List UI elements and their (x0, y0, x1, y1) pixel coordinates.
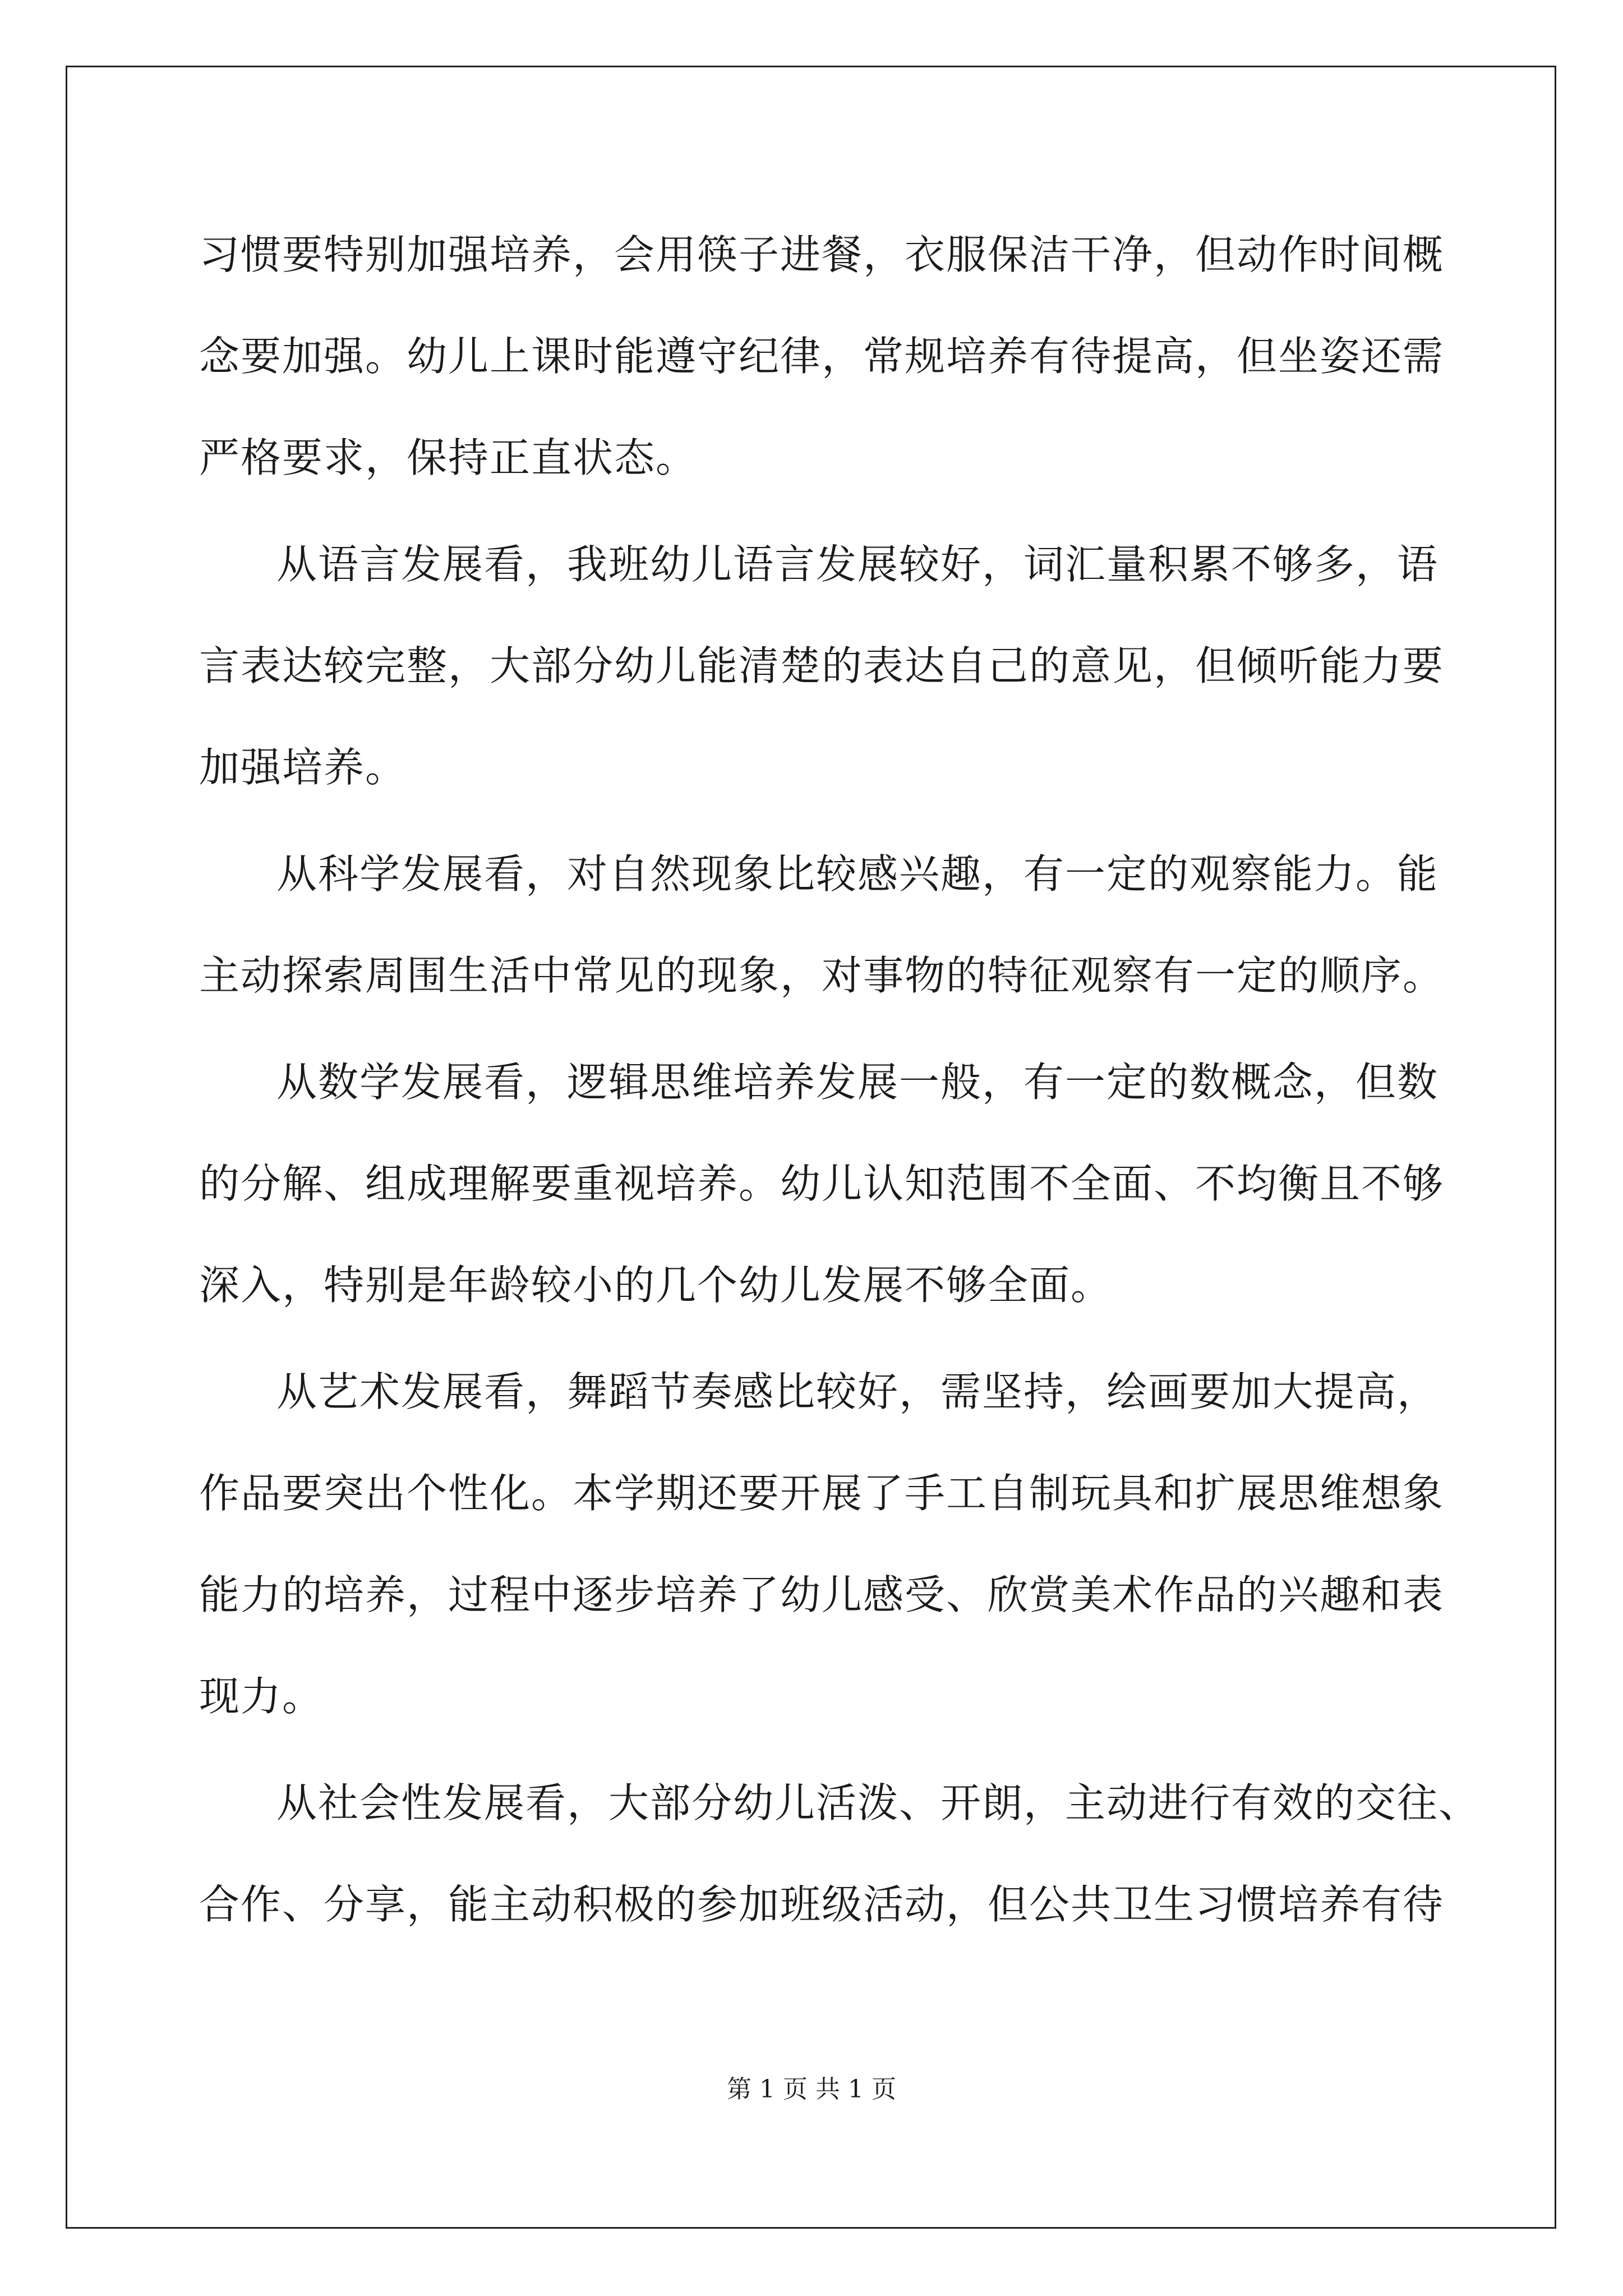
text-line: 能力的培养，过程中逐步培养了幼儿感受、欣赏美术作品的兴趣和表 (199, 1571, 1445, 1618)
text-line: 言表达较完整，大部分幼儿能清楚的表达自己的意见，但倾听能力要 (199, 642, 1445, 689)
text-line: 的分解、组成理解要重视培养。幼儿认知范围不全面、不均衡且不够 (199, 1160, 1445, 1207)
text-line: 严格要求，保持正直状态。 (199, 434, 698, 481)
text-line: 现力。 (199, 1673, 324, 1720)
text-line: 主动探索周围生活中常见的现象，对事物的特征观察有一定的顺序。 (199, 952, 1445, 999)
paragraph-start-line: 从科学发展看，对自然现象比较感兴趣，有一定的观察能力。能 (276, 850, 1439, 898)
paragraph-start-line: 从艺术发展看，舞蹈节奏感比较好，需坚持，绘画要加大提高， (276, 1368, 1439, 1415)
text-line: 合作、分享，能主动积极的参加班级活动，但公共卫生习惯培养有待 (199, 1881, 1445, 1928)
paragraph-start-line: 从社会性发展看，大部分幼儿活泼、开朗，主动进行有效的交往、 (276, 1779, 1481, 1826)
page-number-footer: 第 1 页 共 1 页 (727, 2075, 896, 2104)
text-line: 作品要突出个性化。本学期还要开展了手工自制玩具和扩展思维想象 (199, 1470, 1445, 1517)
text-line: 念要加强。幼儿上课时能遵守纪律，常规培养有待提高，但坐姿还需 (199, 333, 1445, 380)
paragraph-start-line: 从语言发展看，我班幼儿语言发展较好，词汇量积累不够多，语 (276, 541, 1439, 588)
text-line: 深入，特别是年龄较小的几个幼儿发展不够全面。 (199, 1262, 1113, 1309)
text-line: 习惯要特别加强培养，会用筷子进餐，衣服保洁干净，但动作时间概 (199, 231, 1445, 278)
paragraph-start-line: 从数学发展看，逻辑思维培养发展一般，有一定的数概念，但数 (276, 1059, 1439, 1106)
text-line: 加强培养。 (199, 744, 407, 791)
